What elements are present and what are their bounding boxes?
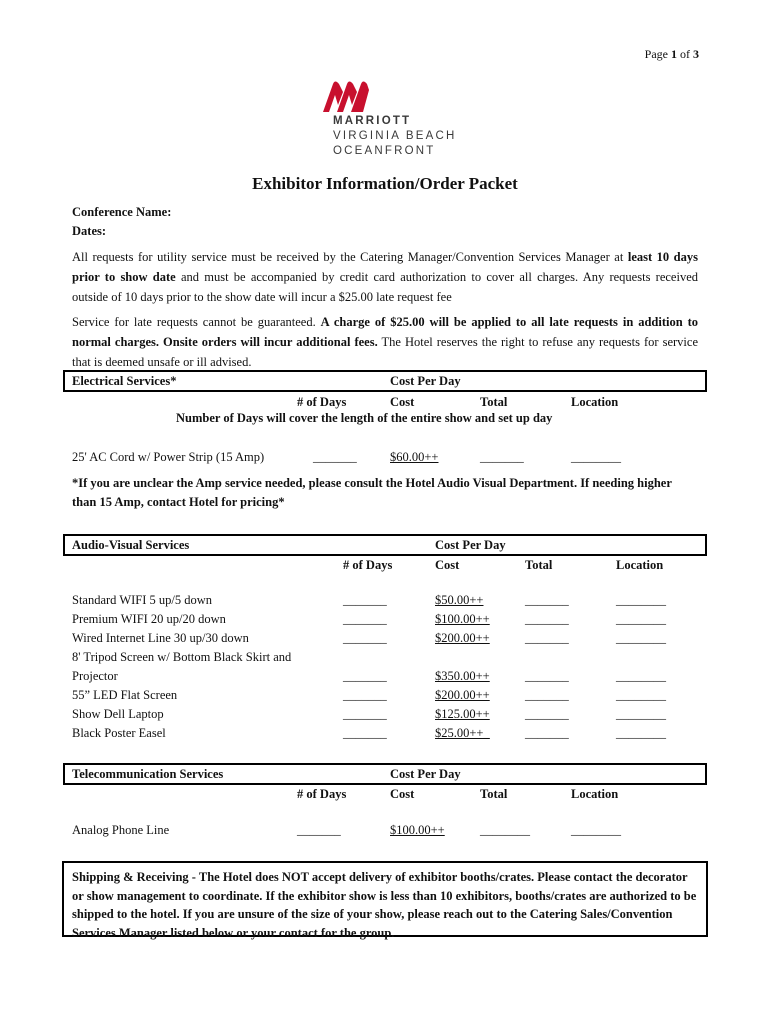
- av-item-total[interactable]: _______: [525, 631, 569, 645]
- av-col-total: Total: [525, 558, 553, 572]
- av-item-cost: $50.00++: [435, 593, 484, 607]
- marriott-logo: [321, 78, 371, 119]
- page-of: of: [680, 47, 690, 61]
- av-item-days[interactable]: _______: [343, 593, 387, 607]
- av-item-name: 8' Tripod Screen w/ Bottom Black Skirt and: [72, 650, 292, 664]
- av-item-cost: $125.00++: [435, 707, 490, 721]
- page-label: Page: [644, 47, 668, 61]
- av-item-total[interactable]: _______: [525, 612, 569, 626]
- electrical-cost-per-day: Cost Per Day: [390, 374, 461, 388]
- page-current: 1: [671, 47, 677, 61]
- intro-p2-bold: A charge of $25.00 will be applied to all late requests in addition to normal charges. Onsite orders will incur additional fees.: [72, 315, 698, 349]
- av-item-name: 55” LED Flat Screen: [72, 688, 178, 702]
- intro-p1-text-2: and must be accompanied by credit card authorization to cover all charges. Any requests received outside of 10 days prior to the show date will incur a $25.00 late request fee: [72, 270, 698, 304]
- av-item-total[interactable]: _______: [525, 669, 569, 683]
- page-number: [645, 47, 699, 62]
- electrical-item-location[interactable]: ________: [571, 450, 621, 464]
- av-item-days[interactable]: _______: [343, 726, 387, 740]
- intro-paragraph-1: [72, 247, 698, 307]
- electrical-item-total[interactable]: _______: [480, 450, 524, 464]
- telecom-item-cost: $100.00++: [390, 823, 445, 837]
- av-cost-per-day: Cost Per Day: [435, 538, 506, 552]
- av-item-total[interactable]: _______: [525, 707, 569, 721]
- av-item-location[interactable]: ________: [616, 726, 666, 740]
- av-item-days[interactable]: _______: [343, 631, 387, 645]
- av-header: Audio-Visual Services: [72, 538, 190, 552]
- document-title: Exhibitor Information/Order Packet: [252, 174, 518, 193]
- logo-line-2: VIRGINIA BEACH: [333, 130, 457, 142]
- dates-label: Dates:: [72, 224, 107, 238]
- av-item-location[interactable]: ________: [616, 688, 666, 702]
- av-item-location[interactable]: ________: [616, 593, 666, 607]
- intro-p1-text: All requests for utility service must be received by the Catering Manager/Convention Services Manager at: [72, 250, 628, 264]
- marriott-m-icon: [321, 78, 371, 114]
- electrical-header: Electrical Services*: [72, 374, 177, 388]
- av-item-location[interactable]: ________: [616, 669, 666, 683]
- logo-line-1: MARRIOTT: [333, 115, 412, 127]
- av-item-cost: $200.00++: [435, 631, 490, 645]
- av-item-name: Show Dell Laptop: [72, 707, 164, 721]
- telecom-col-days: # of Days: [297, 787, 347, 801]
- telecom-item-days[interactable]: _______: [297, 823, 341, 837]
- intro-paragraph-2: [72, 312, 698, 372]
- intro-p1-bold: least 10 days prior to show date: [72, 250, 698, 284]
- logo-line-3: OCEANFRONT: [333, 145, 436, 157]
- av-item-location[interactable]: ________: [616, 707, 666, 721]
- telecom-col-total: Total: [480, 787, 508, 801]
- shipping-box: [62, 861, 708, 940]
- shipping-text: Shipping & Receiving - The Hotel does NOT accept delivery of exhibitor booths/crates. Please contact the decorator or show management to coordinate. If the exhibitor show is less than 10 exhibitors, booths/crates are authorized to be shipped to the hotel. If you are unsure of the size of your show, please reach out to the Catering Sales/Convention Services Manager listed below or your contact for the group.: [72, 870, 697, 940]
- conference-name-label: Conference Name:: [72, 205, 172, 219]
- av-item-total[interactable]: _______: [525, 726, 569, 740]
- intro-p2-text-2: The Hotel reserves the right to refuse any requests for service that is deemed unsafe or ill advised.: [72, 335, 698, 369]
- electrical-item-days[interactable]: _______: [313, 450, 357, 464]
- telecom-item-location[interactable]: ________: [571, 823, 621, 837]
- intro-p2-text: Service for late requests cannot be guaranteed.: [72, 315, 321, 329]
- av-item-days[interactable]: _______: [343, 707, 387, 721]
- av-item-name: Black Poster Easel: [72, 726, 166, 740]
- av-item-days[interactable]: _______: [343, 669, 387, 683]
- av-col-cost: Cost: [435, 558, 460, 572]
- av-item-days[interactable]: _______: [343, 612, 387, 626]
- av-item-location[interactable]: ________: [616, 612, 666, 626]
- av-item-name: Premium WIFI 20 up/20 down: [72, 612, 226, 626]
- electrical-item-cost: $60.00++: [390, 450, 439, 464]
- electrical-col-days: # of Days: [297, 395, 347, 409]
- av-item-name: Projector: [72, 669, 118, 683]
- av-item-total[interactable]: _______: [525, 688, 569, 702]
- electrical-col-location: Location: [571, 395, 619, 409]
- electrical-note: Number of Days will cover the length of the entire show and set up day: [176, 411, 553, 425]
- telecom-item-name: Analog Phone Line: [72, 823, 170, 837]
- telecom-item-total[interactable]: ________: [480, 823, 530, 837]
- av-col-location: Location: [616, 558, 664, 572]
- av-item-name: Wired Internet Line 30 up/30 down: [72, 631, 249, 645]
- av-item-days[interactable]: _______: [343, 688, 387, 702]
- av-item-cost: $350.00++: [435, 669, 490, 683]
- telecom-cost-per-day: Cost Per Day: [390, 767, 461, 781]
- av-item-cost: $100.00++: [435, 612, 490, 626]
- telecom-col-location: Location: [571, 787, 619, 801]
- av-item-cost: $25.00++_: [435, 726, 490, 740]
- electrical-item-name: 25' AC Cord w/ Power Strip (15 Amp): [72, 450, 265, 464]
- av-item-total[interactable]: _______: [525, 593, 569, 607]
- av-col-days: # of Days: [343, 558, 393, 572]
- av-item-cost: $200.00++: [435, 688, 490, 702]
- electrical-col-total: Total: [480, 395, 508, 409]
- telecom-header: Telecommunication Services: [72, 767, 224, 781]
- av-item-location[interactable]: ________: [616, 631, 666, 645]
- electrical-col-cost: Cost: [390, 395, 415, 409]
- av-item-name: Standard WIFI 5 up/5 down: [72, 593, 213, 607]
- amp-note: *If you are unclear the Amp service needed, please consult the Hotel Audio Visual Department. If needing higher than 15 Amp, contact Hotel for pricing*: [72, 476, 672, 509]
- telecom-col-cost: Cost: [390, 787, 415, 801]
- page-total: 3: [693, 47, 699, 61]
